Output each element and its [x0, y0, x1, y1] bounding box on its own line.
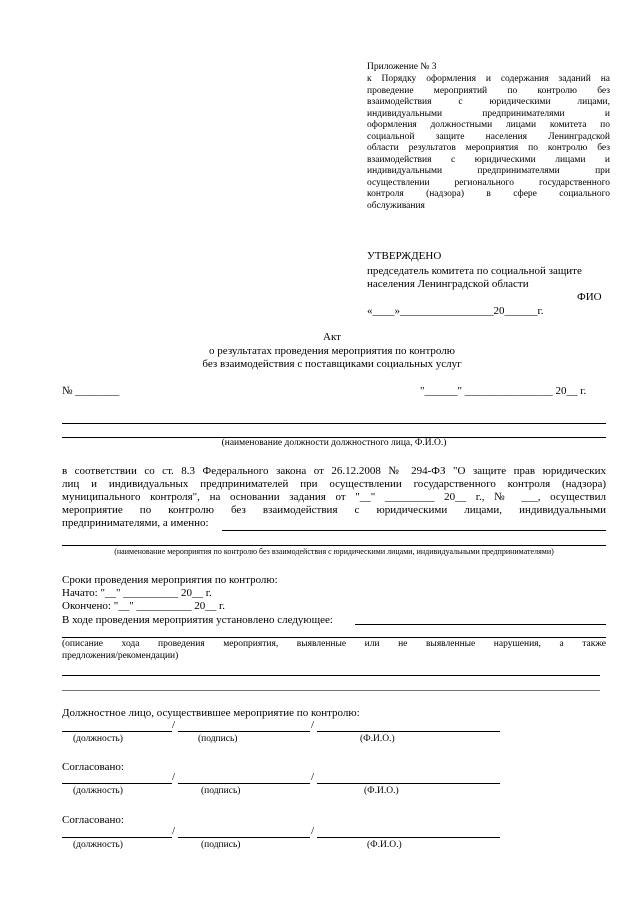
description-line-1 [62, 675, 600, 676]
agreed2-slash-2: / [311, 825, 315, 837]
appendix-line: контроля (надзора) в сфере социального [367, 189, 610, 199]
terms-start: Начато: "__" __________ 20__ г. [62, 587, 212, 599]
during-fill-line[interactable] [355, 624, 606, 625]
terms-heading: Сроки проведения мероприятия по контролю: [62, 574, 278, 586]
body-line [62, 517, 606, 530]
agreed1-signature-line[interactable] [178, 783, 310, 784]
act-date: "______" ________________ 20__ г. [420, 385, 587, 397]
description-caption-line: (описание хода проведения мероприятия, выявленные или не выявленные нарушения, а также [62, 639, 606, 649]
appendix-title: Приложение № 3 [367, 62, 437, 72]
act-subtitle-2: без взаимодействия с поставщиками социальных услуг [202, 358, 462, 370]
name-caption: (Ф.И.О.) [364, 786, 399, 796]
signature-caption: (подпись) [201, 786, 241, 796]
approval-line-2: населения Ленинградской области [367, 278, 529, 290]
appendix-text [367, 74, 610, 212]
official-position-line[interactable] [62, 731, 172, 732]
approval-fio: ФИО [577, 291, 602, 303]
signature-caption: (подпись) [201, 840, 241, 850]
event-line [62, 545, 606, 546]
agreed2-slash-1: / [172, 825, 176, 837]
official-slash-1: / [172, 719, 176, 731]
agreed1-slash-1: / [172, 771, 176, 783]
agreed1-name-line[interactable] [317, 783, 500, 784]
approval-date: «____»_________________20______г. [367, 305, 544, 317]
appendix-line: проведение мероприятий по контролю без [367, 85, 610, 96]
appendix-line: оформления должностными лицами комитета по [367, 120, 610, 130]
body-line: в соответствии со ст. 8.3 Федерального закона от 26.12.2008 № 294-ФЗ "О защите прав юридических [62, 465, 606, 477]
signature-caption: (подпись) [198, 734, 238, 744]
terms-during: В ходе проведения мероприятия установлено следующее: [62, 614, 333, 626]
appendix-line: к Порядку оформления и содержания заданий на [367, 74, 610, 84]
description-line-2 [62, 690, 600, 691]
name-caption: (Ф.И.О.) [360, 734, 395, 744]
agreed-label-2: Согласовано: [62, 814, 124, 826]
appendix-line: обслуживания [367, 200, 425, 211]
approval-line-1: председатель комитета по социальной защите [367, 265, 582, 277]
position-caption: (должность) [73, 786, 123, 796]
body-line: мероприятие по контролю без взаимодействия с юридическими лицами, индивидуальными [62, 504, 606, 516]
agreed2-position-line[interactable] [62, 837, 172, 838]
appendix-line: области результатов мероприятия по контролю без [367, 143, 610, 153]
position-caption: (должность) [73, 840, 123, 850]
agreed2-name-line[interactable] [317, 837, 500, 838]
body-line: муниципального контроля", на основании задания от "__" _________ 20__ г., № ___, осуществил [62, 491, 606, 503]
appendix-line: взаимодействия с юридическими лицами, [367, 97, 610, 107]
during-line-1 [62, 637, 606, 638]
official-signature-label: Должностное лицо, осуществившее мероприятие по контролю: [62, 707, 360, 719]
act-number: № ________ [62, 385, 120, 397]
event-caption: (наименование мероприятия по контролю без взаимодействия с юридическими лицами, индивидуальными предпринимателями) [114, 547, 554, 556]
official-slash-2: / [311, 719, 315, 731]
agreed-label-1: Согласовано: [62, 761, 124, 773]
official-line-1 [62, 423, 606, 424]
event-fill-line[interactable] [222, 530, 606, 531]
agreed2-signature-line[interactable] [178, 837, 310, 838]
act-subtitle-1: о результатах проведения мероприятия по контролю [209, 345, 455, 357]
position-caption: (должность) [73, 734, 123, 744]
name-caption: (Ф.И.О.) [367, 840, 402, 850]
body-paragraph [62, 465, 606, 530]
official-caption: (наименование должности должностного лица, Ф.И.О.) [221, 438, 447, 448]
description-caption [62, 639, 606, 662]
appendix-line: индивидуальными предпринимателями и [367, 108, 610, 119]
act-title: Акт [323, 331, 341, 343]
description-caption-line: предложения/рекомендации) [62, 650, 179, 661]
agreed1-position-line[interactable] [62, 783, 172, 784]
agreed1-slash-2: / [311, 771, 315, 783]
appendix-line: социальной защите населения Ленинградской [367, 131, 610, 142]
body-last-prefix: предпринимателями, а именно: [62, 517, 209, 529]
official-name-line[interactable] [317, 731, 500, 732]
appendix-line: индивидуальными предпринимателями при [367, 166, 610, 176]
approval-heading: УТВЕРЖДЕНО [367, 250, 442, 262]
appendix-line: взаимодействия с юридическими лицами и [367, 154, 610, 165]
appendix-line: осуществлении регионального государственного [367, 177, 610, 188]
official-signature-line[interactable] [178, 731, 310, 732]
terms-end: Окончено: "__" __________ 20__ г. [62, 600, 225, 612]
body-line: лиц и индивидуальных предпринимателей при осуществлении государственного контроля (надзора) [62, 478, 606, 490]
